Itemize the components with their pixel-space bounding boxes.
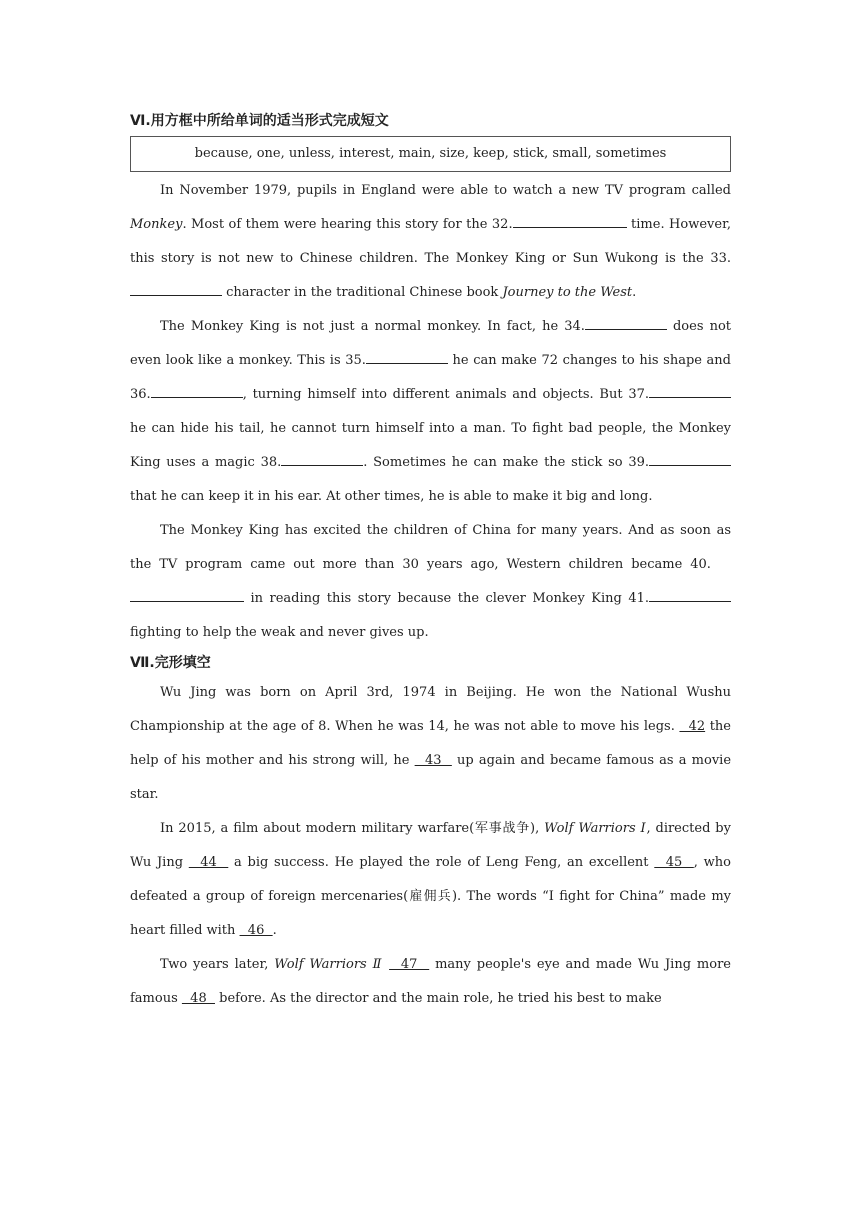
cloze-blank-47[interactable]: 47 bbox=[389, 957, 430, 972]
answer-blank-35[interactable] bbox=[366, 349, 448, 364]
question-number-36: 36. bbox=[130, 387, 151, 402]
section-7-paragraph-2 bbox=[130, 812, 731, 948]
question-number-38: 38. bbox=[260, 455, 282, 470]
text: a big success. He played the role of Leng Feng, an excellent bbox=[228, 855, 655, 870]
text: does not even look like a monkey. This is bbox=[130, 319, 731, 368]
cloze-blank-43[interactable]: 43 bbox=[414, 753, 452, 768]
answer-blank-34[interactable] bbox=[585, 315, 667, 330]
question-number-40: 40. bbox=[690, 557, 711, 572]
text: that he can keep it in his ear. At other times, he is able to make it big and long. bbox=[130, 489, 653, 504]
section-7-heading: Ⅶ.完形填空 bbox=[130, 655, 211, 671]
section-6-paragraph-2 bbox=[130, 310, 731, 514]
answer-blank-32[interactable] bbox=[513, 213, 627, 228]
section-7-paragraph-3 bbox=[130, 948, 731, 1016]
text: he can hide his tail, he cannot turn himself into a man. To fight bad people, the Monkey King uses a magic bbox=[130, 421, 731, 470]
word-box: because, one, unless, interest, main, size, keep, stick, small, sometimes bbox=[130, 136, 731, 172]
text: before. As the director and the main role, he tried his best to make bbox=[214, 991, 662, 1006]
title-wolf-warriors-1: Wolf Warriors Ⅰ bbox=[544, 821, 647, 836]
section-6-paragraph-3 bbox=[130, 514, 731, 650]
text: up again and became famous as a movie star. bbox=[130, 753, 732, 802]
text: . bbox=[272, 923, 277, 938]
answer-blank-38[interactable] bbox=[281, 451, 363, 466]
section-6-paragraph-1 bbox=[130, 174, 731, 310]
text: In 2015, a film about modern military warfare(军事战争), bbox=[160, 821, 545, 836]
cloze-blank-46[interactable]: 46 bbox=[239, 923, 273, 938]
cloze-blank-45[interactable]: 45 bbox=[654, 855, 694, 870]
text: Wu Jing was born on April 3rd, 1974 in Beijing. He won the National Wushu Championship at the age of 8. When he was 14, he was not able to move his legs. bbox=[130, 685, 731, 734]
question-number-32: 32. bbox=[491, 217, 513, 232]
title-monkey: Monkey bbox=[130, 217, 183, 232]
answer-blank-33[interactable] bbox=[130, 281, 222, 296]
question-number-41: 41. bbox=[628, 591, 649, 606]
section-7-paragraph-1 bbox=[130, 676, 731, 812]
text: The Monkey King is not just a normal monkey. In fact, he bbox=[160, 319, 565, 334]
text: , who defeated a group of foreign mercenaries(雇佣兵). The words “I fight for China” made my heart filled with bbox=[130, 855, 731, 938]
question-number-33: 33. bbox=[710, 251, 731, 266]
text: In November 1979, pupils in England were able to watch a new TV program called bbox=[160, 183, 731, 198]
text: time. However, this story is not new to Chinese children. The Monkey King or Sun Wukong is the bbox=[130, 217, 731, 266]
text: character in the traditional Chinese book bbox=[222, 285, 503, 300]
answer-blank-40[interactable] bbox=[130, 587, 244, 602]
text: he can make 72 changes to his shape and bbox=[447, 353, 732, 368]
cloze-blank-44[interactable]: 44 bbox=[188, 855, 229, 870]
text: in reading this story because the clever Monkey King bbox=[244, 591, 629, 606]
text: fighting to help the weak and never gives up. bbox=[130, 625, 429, 640]
answer-blank-37[interactable] bbox=[649, 383, 731, 398]
text: . Most of them were hearing this story for the bbox=[182, 217, 492, 232]
text: , turning himself into different animals and objects. But bbox=[242, 387, 629, 402]
cloze-blank-48[interactable]: 48 bbox=[181, 991, 215, 1006]
text: Two years later, bbox=[160, 957, 275, 972]
text: . Sometimes he can make the stick so bbox=[363, 455, 629, 470]
title-wolf-warriors-2: Wolf Warriors Ⅱ bbox=[274, 957, 384, 972]
text: , directed by Wu Jing bbox=[130, 821, 731, 870]
text: many people's eye and made Wu Jing more famous bbox=[130, 957, 731, 1006]
title-journey-to-the-west: Journey to the West bbox=[502, 285, 633, 300]
question-number-37: 37. bbox=[628, 387, 649, 402]
question-number-39: 39. bbox=[628, 455, 649, 470]
text: The Monkey King has excited the children of China for many years. And as soon as the TV program came out more than 30 years ago, Western children became bbox=[130, 523, 731, 572]
answer-blank-41[interactable] bbox=[649, 587, 731, 602]
section-6-heading: Ⅵ.用方框中所给单词的适当形式完成短文 bbox=[130, 113, 389, 129]
question-number-34: 34. bbox=[564, 319, 585, 334]
answer-blank-39[interactable] bbox=[649, 451, 731, 466]
answer-blank-36[interactable] bbox=[151, 383, 243, 398]
cloze-blank-42[interactable]: 42 bbox=[679, 719, 706, 734]
text: the help of his mother and his strong will, he bbox=[130, 719, 731, 768]
question-number-35: 35. bbox=[345, 353, 366, 368]
text: . bbox=[632, 285, 637, 300]
worksheet-content bbox=[130, 108, 731, 1016]
